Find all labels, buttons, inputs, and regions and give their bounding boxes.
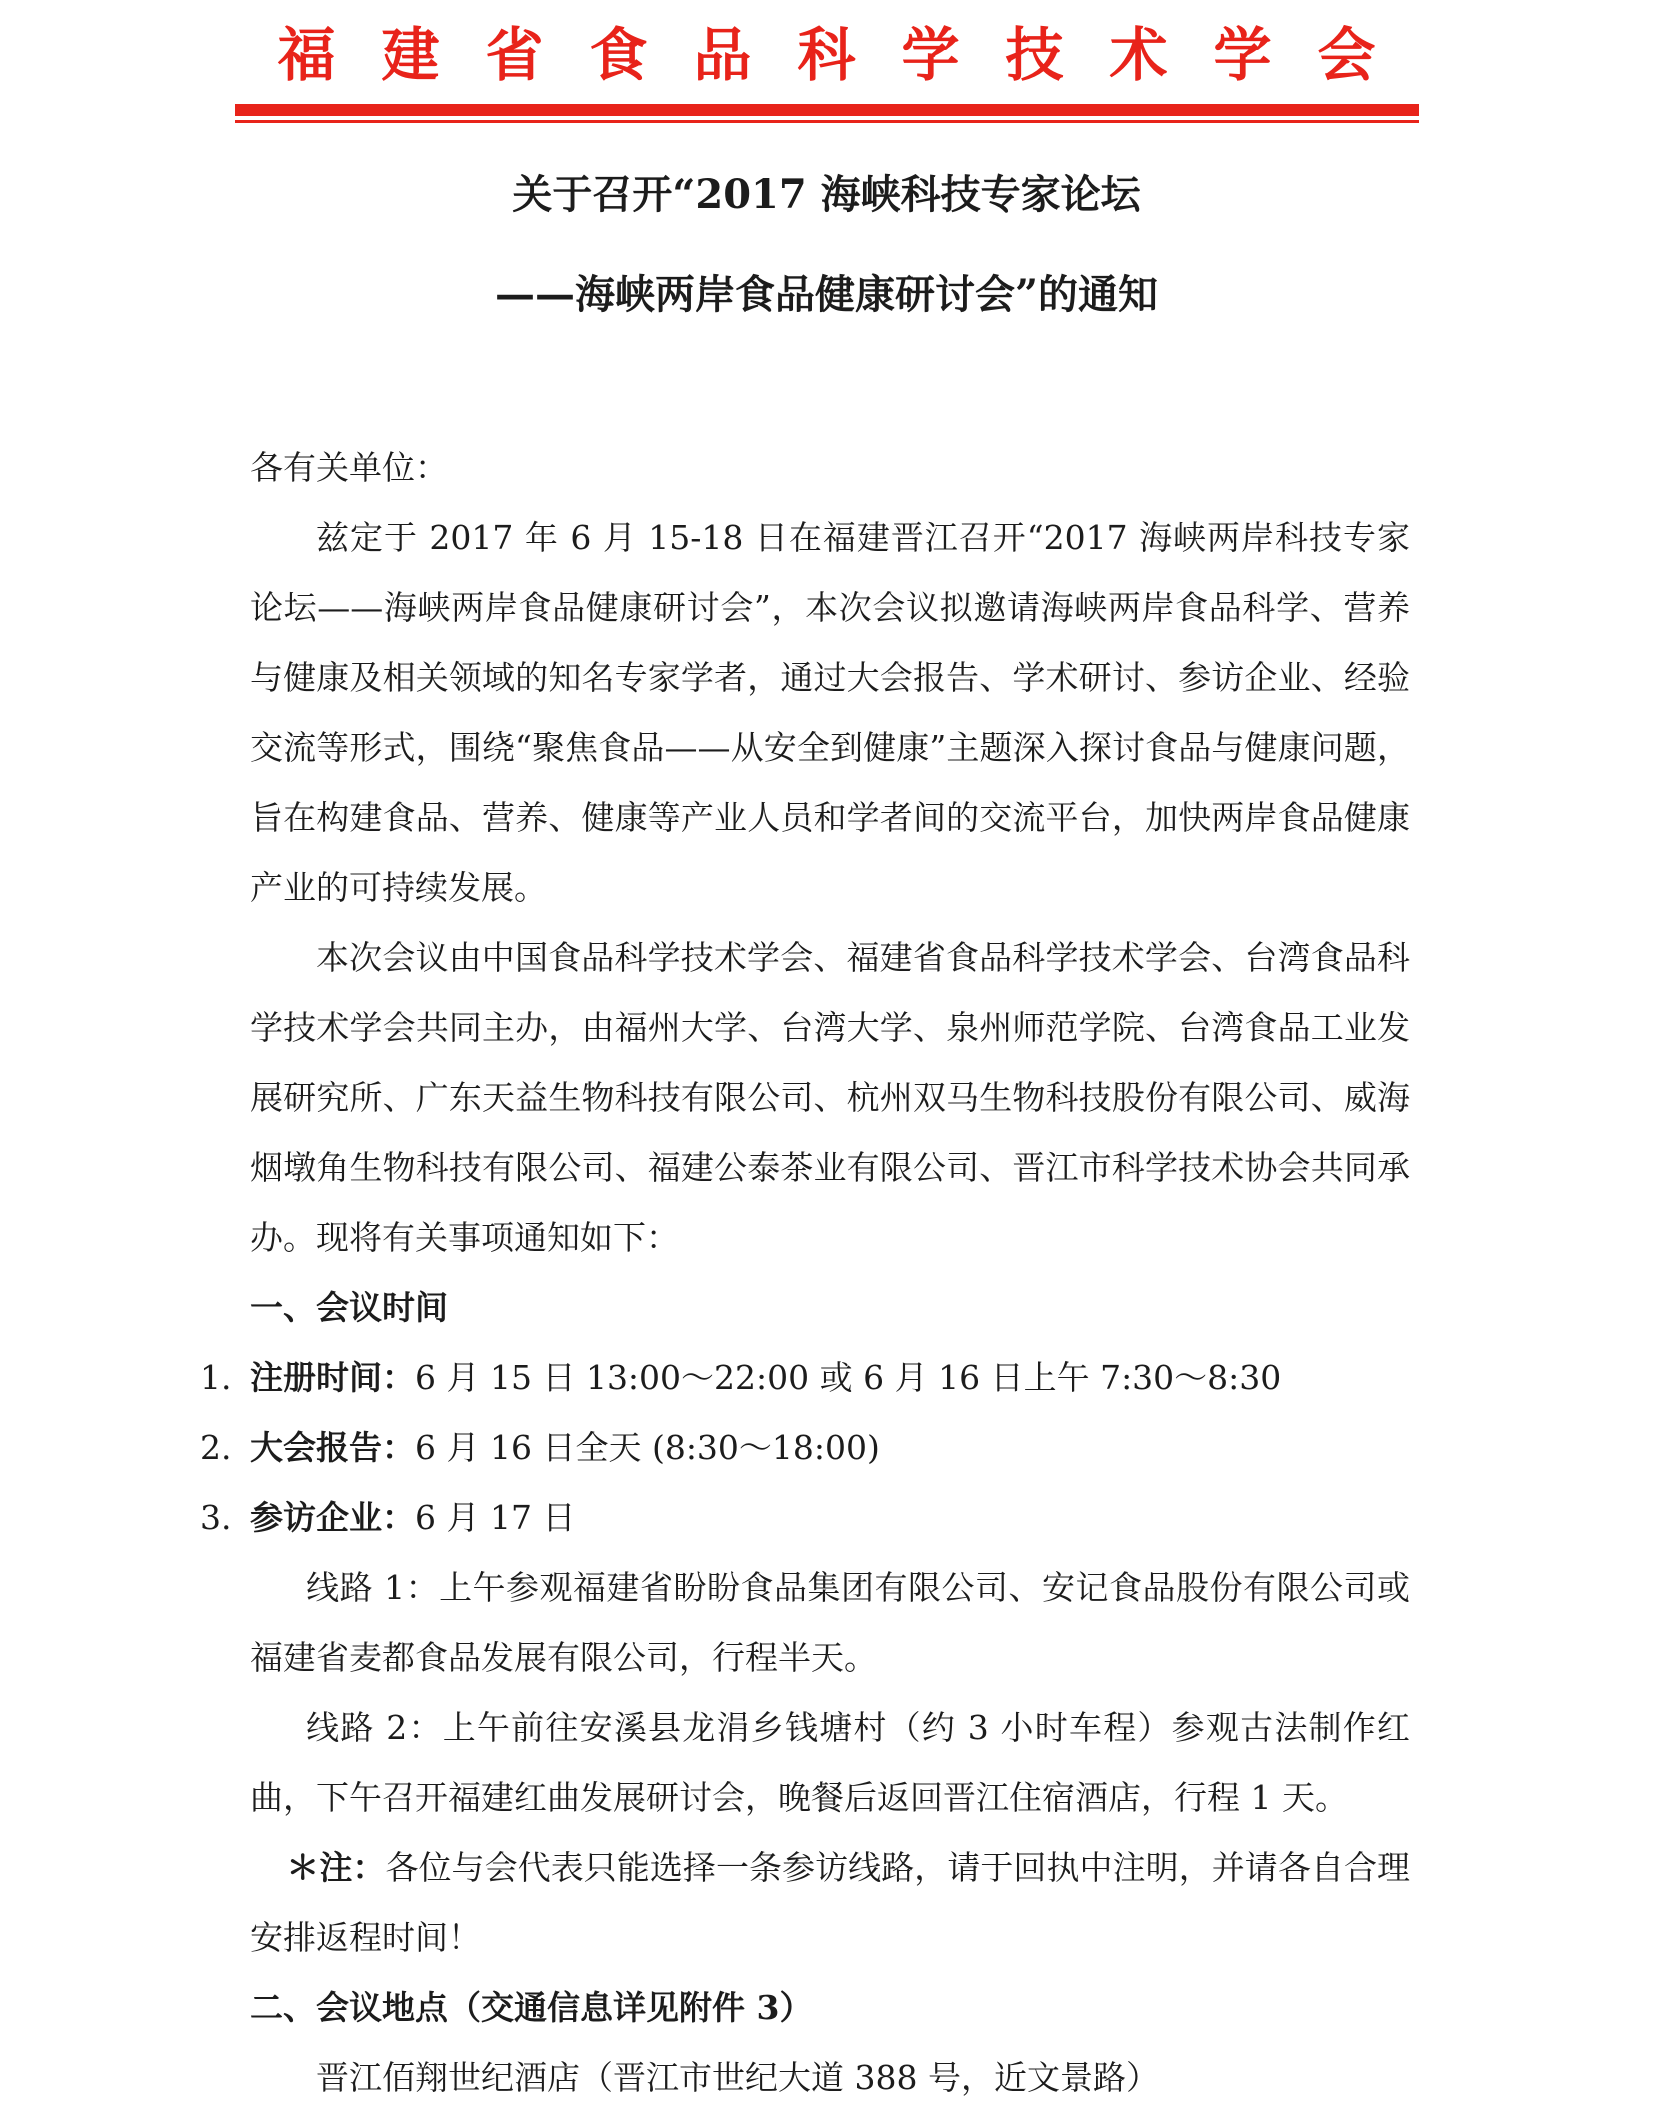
note-label: ＊注： xyxy=(286,1848,386,1887)
notice-title xyxy=(0,145,1653,345)
notice-title-line2: ——海峡两岸食品健康研讨会”的通知 xyxy=(494,271,1158,318)
item-text: 6 月 15 日 13:00～22:00 或 6 月 16 日上午 7:30～8:30 xyxy=(415,1358,1282,1397)
venue-line: 晋江佰翔世纪酒店（晋江市世纪大道 388 号，近文景路） xyxy=(316,2058,1159,2097)
note-paragraph xyxy=(250,1833,1410,1973)
item-number: 3. xyxy=(200,1498,232,1537)
schedule-item-registration xyxy=(200,1343,1410,1413)
intro-paragraph-2: 本次会议由中国食品科学技术学会、福建省食品科学技术学会、台湾食品科学技术学会共同主办，由福州大学、台湾大学、泉州师范学院、台湾食品工业发展研究所、广东天益生物科技有限公司、杭州双马生物科技股份有限公司、威海烟墩角生物科技有限公司、福建公泰茶业有限公司、晋江市科学技术协会共同承办。现将有关事项通知如下： xyxy=(250,938,1410,1257)
section2-heading: 二、会议地点（交通信息详见附件 3） xyxy=(250,1988,813,2027)
note-text: 各位与会代表只能选择一条参访线路，请于回执中注明，并请各自合理安排返程时间！ xyxy=(250,1848,1411,1957)
schedule-item-plenary xyxy=(200,1413,1410,1483)
item-label: 注册时间： xyxy=(250,1358,415,1397)
route1-paragraph: 线路 1：上午参观福建省盼盼食品集团有限公司、安记食品股份有限公司或福建省麦都食品发展有限公司，行程半天。 xyxy=(250,1568,1410,1677)
letterhead xyxy=(0,0,1653,123)
section1-heading: 一、会议时间 xyxy=(250,1288,448,1327)
letterhead-org-name: 福建省食品科学技术学会 xyxy=(277,21,1422,89)
item-label: 参访企业： xyxy=(250,1498,415,1537)
item-number: 1. xyxy=(200,1358,232,1397)
schedule-item-company-visit xyxy=(200,1483,1410,1553)
notice-title-line1: 关于召开“2017 海峡科技专家论坛 xyxy=(512,171,1141,218)
salutation: 各有关单位： xyxy=(250,448,448,487)
item-text: 6 月 17 日 xyxy=(415,1498,576,1537)
item-text: 6 月 16 日全天 (8:30～18:00) xyxy=(415,1428,880,1467)
notice-body xyxy=(0,433,1653,2113)
route2-paragraph: 线路 2：上午前往安溪县龙涓乡钱塘村（约 3 小时车程）参观古法制作红曲，下午召开福建红曲发展研讨会，晚餐后返回晋江住宿酒店，行程 1 天。 xyxy=(250,1708,1410,1817)
item-number: 2. xyxy=(200,1428,232,1467)
item-label: 大会报告： xyxy=(250,1428,415,1467)
intro-paragraph-1: 兹定于 2017 年 6 月 15-18 日在福建晋江召开“2017 海峡两岸科技专家论坛——海峡两岸食品健康研讨会”，本次会议拟邀请海峡两岸食品科学、营养与健康及相关领域的知名专家学者，通过大会报告、学术研讨、参访企业、经验交流等形式，围绕“聚焦食品——从安全到健康”主题深入探讨食品与健康问题，旨在构建食品、营养、健康等产业人员和学者间的交流平台，加快两岸食品健康产业的可持续发展。 xyxy=(250,518,1410,907)
letterhead-double-rule xyxy=(235,104,1419,123)
